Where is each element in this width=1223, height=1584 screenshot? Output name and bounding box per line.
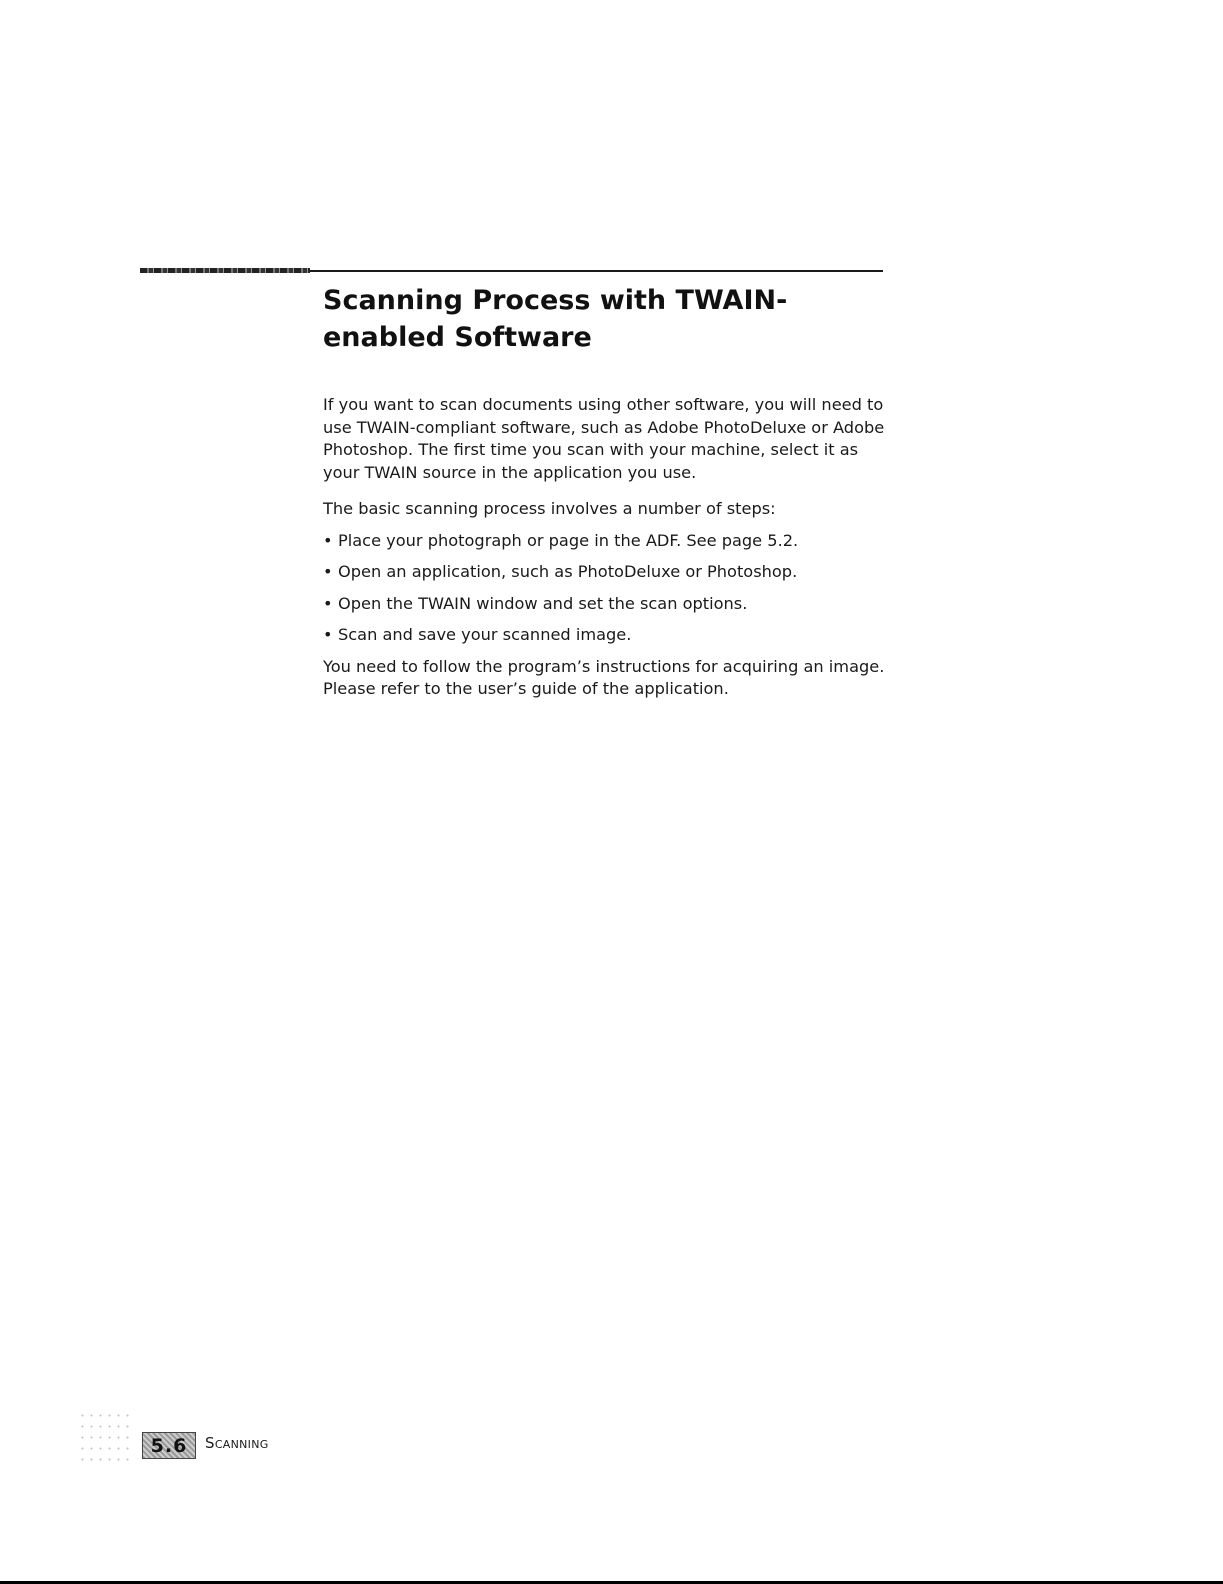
header-rule-line (310, 270, 883, 272)
page-footer (70, 1410, 330, 1470)
steps-list (323, 530, 888, 647)
scan-noise-decoration (78, 1410, 133, 1465)
header-rule-pattern (140, 268, 310, 273)
list-item (323, 530, 888, 553)
bullet-icon: • (323, 593, 333, 613)
closing-paragraph: You need to follow the program’s instructions for acquiring an image. Please refer to the user’s guide of the application. (323, 656, 885, 698)
section-title: Scanning Process with TWAIN-enabled Software (323, 285, 788, 353)
list-item (323, 624, 888, 647)
bullet-icon: • (323, 625, 333, 644)
steps-intro-paragraph: The basic scanning process involves a number of steps: (323, 499, 776, 518)
bullet-icon: • (323, 562, 333, 581)
list-item (323, 593, 888, 616)
step-text: Scan and save your scanned image. (338, 625, 632, 644)
section-body (323, 394, 888, 701)
step-text: Place your photograph or page in the ADF. See page 5.2. (338, 530, 799, 550)
step-text: Open the TWAIN window and set the scan options. (338, 593, 748, 613)
chapter-label: Scanning (205, 1434, 269, 1452)
step-text: Open an application, such as PhotoDeluxe or Photoshop. (338, 562, 798, 581)
bullet-icon: • (323, 530, 333, 550)
intro-paragraph: If you want to scan documents using other software, you will need to use TWAIN-compliant software, such as Adobe PhotoDeluxe or Adobe Photoshop. The first time you scan with your machine, select it as your TWAIN source in the application you use. (323, 395, 885, 482)
list-item (323, 561, 888, 584)
page-number-badge: 5.6 (142, 1432, 196, 1459)
